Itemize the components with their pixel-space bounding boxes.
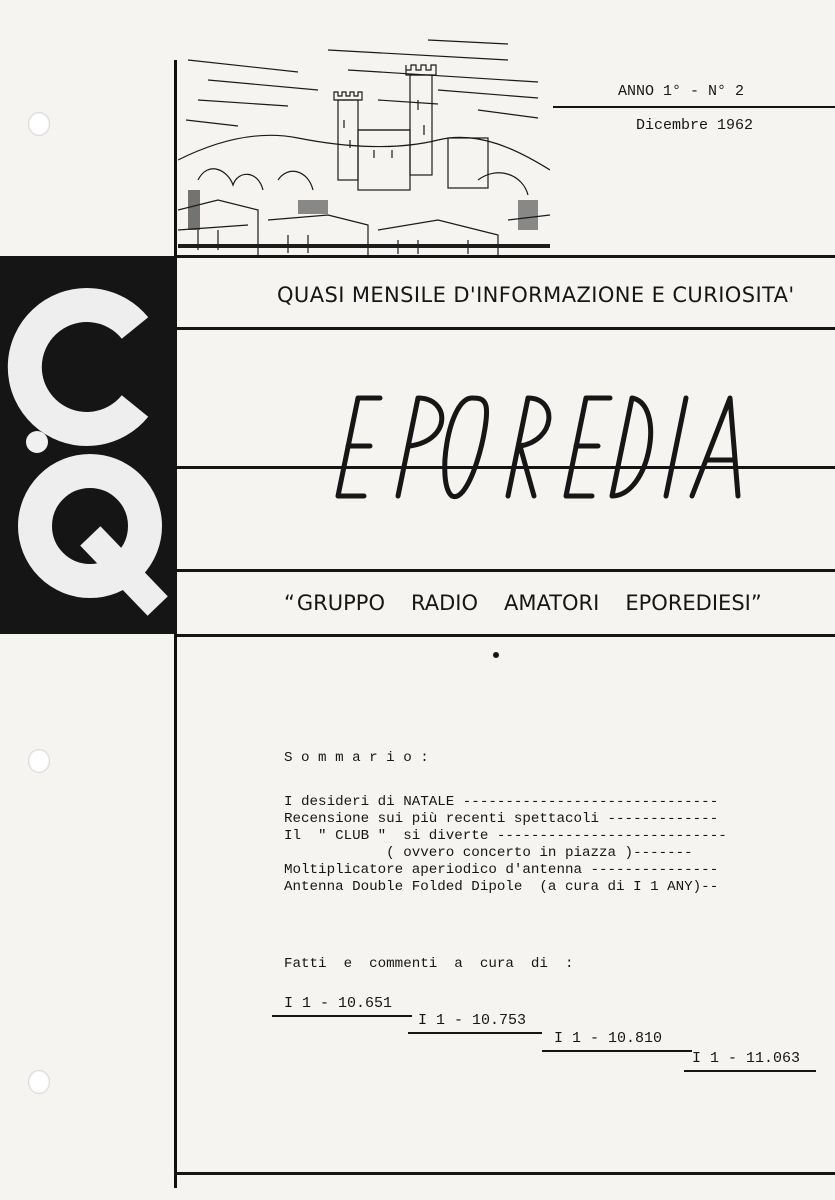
callsign: I 1 - 11.063: [692, 1050, 801, 1067]
punch-hole: [28, 1070, 50, 1094]
punch-hole: [28, 749, 50, 773]
masthead-rule-bottom: [177, 634, 835, 637]
masthead-rule: [177, 569, 835, 572]
summary-item: Il " CLUB " si diverte ---------------------------: [284, 828, 727, 844]
masthead-rule-top: [177, 255, 835, 258]
summary-item: I desideri di NATALE ------------------------------: [284, 794, 719, 810]
issue-date: Dicembre 1962: [636, 117, 754, 134]
tagline: QUASI MENSILE D'INFORMAZIONE E CURIOSITA': [277, 283, 795, 307]
callsign: I 1 - 10.753: [418, 1012, 527, 1029]
summary-item: Recensione sui più recenti spettacoli -------------: [284, 811, 719, 827]
issue-number: ANNO 1° - N° 2: [618, 83, 745, 100]
bottom-rule: [174, 1172, 835, 1175]
summary-item: ( ovvero concerto in piazza )-------: [284, 845, 693, 861]
group-word: RADIO: [410, 591, 478, 615]
summary-list: [284, 794, 727, 896]
castle-illustration: [178, 30, 550, 256]
quote-mark: “: [284, 591, 295, 615]
summary-item: Moltiplicatore aperiodico d'antenna ---------------: [284, 862, 719, 878]
callsign-rule: [408, 1032, 542, 1034]
masthead-rule: [177, 327, 835, 330]
callsign: I 1 - 10.651: [284, 995, 393, 1012]
quote-mark: ”: [750, 591, 762, 615]
group-word: AMATORI: [503, 591, 600, 615]
group-word: GRUPPO: [296, 591, 385, 615]
cq-logo: [0, 256, 177, 634]
callsign: I 1 - 10.810: [554, 1030, 663, 1047]
summary-heading: S o m m a r i o :: [284, 750, 429, 766]
facts-heading: Fatti e commenti a cura di :: [284, 956, 574, 972]
group-word: EPOREDIESI: [625, 591, 751, 615]
cq-logo-block: [0, 256, 177, 634]
callsign-rule: [684, 1070, 816, 1072]
callsign-rule: [272, 1015, 412, 1017]
header-rule: [553, 106, 835, 108]
summary-item: Antenna Double Folded Dipole (a cura di I 1 ANY)--: [284, 879, 719, 895]
punch-hole: [28, 112, 50, 136]
title-eporedia: [320, 384, 760, 514]
callsign-rule: [542, 1050, 692, 1052]
ink-dot: [493, 652, 499, 658]
group-name: [284, 591, 788, 615]
